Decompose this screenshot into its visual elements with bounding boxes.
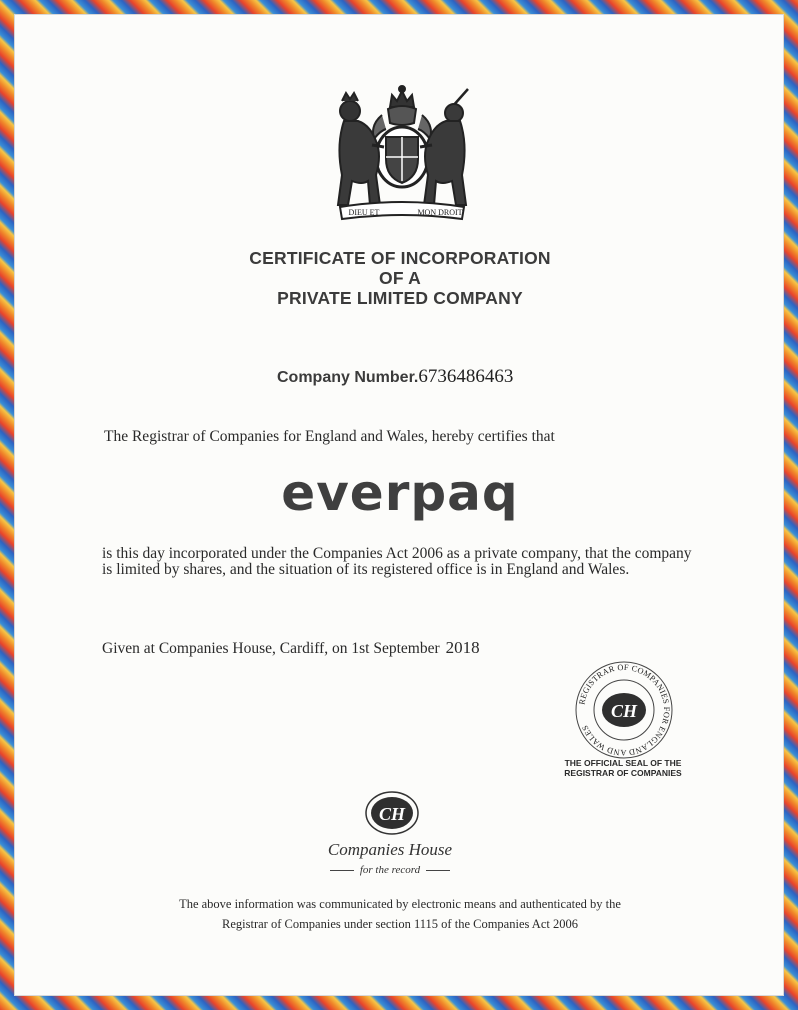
official-seal-icon [572,658,676,762]
ch-logo-monogram: CH [378,804,406,824]
footer-note [120,894,680,934]
seal-caption-line1: THE OFFICIAL SEAL OF THE [564,758,682,768]
companies-house-logo-icon [365,791,419,835]
company-number-value: 6736486463 [418,366,514,387]
registrar-certifies-text: The Registrar of Companies for England and Wales, hereby certifies that [104,428,555,445]
certificate-title [200,248,600,308]
certificate-title-line2: OF A [379,268,421,288]
crest-motto-left: DIEU ET [348,208,380,217]
companies-house-name: Companies House [327,840,453,859]
given-at-line [102,638,480,658]
company-number-line [277,366,513,388]
company-number-label: Company Number. [277,369,419,386]
seal-ring-text: REGISTRAR OF COMPANIES FOR ENGLAND AND WALES [577,662,672,758]
given-year: 2018 [445,638,480,657]
certificate-title-line3: PRIVATE LIMITED COMPANY [277,288,523,308]
company-name: everpaq [281,464,519,522]
companies-house-tagline [290,864,490,876]
royal-coat-of-arms-icon [322,85,482,223]
footer-line2: Registrar of Companies under section 1115 of the Companies Act 2006 [222,917,578,931]
footer-line1: The above information was communicated by electronic means and authenticated by the [179,897,621,911]
incorporation-statement: is this day incorporated under the Companies Act 2006 as a private company, that the company is limited by shares, and the situation of its registered office is in England and Wales. [102,545,692,578]
given-at-text: Given at Companies House, Cardiff, on 1st September [102,640,440,657]
tagline-rule-right [426,870,450,871]
tagline-rule-left [330,870,354,871]
crest-motto-right: MON DROIT [417,208,463,217]
tagline-text: for the record [359,864,421,876]
seal-monogram: CH [610,701,638,721]
seal-caption [548,758,698,778]
certificate-title-line1: CERTIFICATE OF INCORPORATION [249,248,551,268]
seal-caption-line2: REGISTRAR OF COMPANIES [564,768,682,778]
